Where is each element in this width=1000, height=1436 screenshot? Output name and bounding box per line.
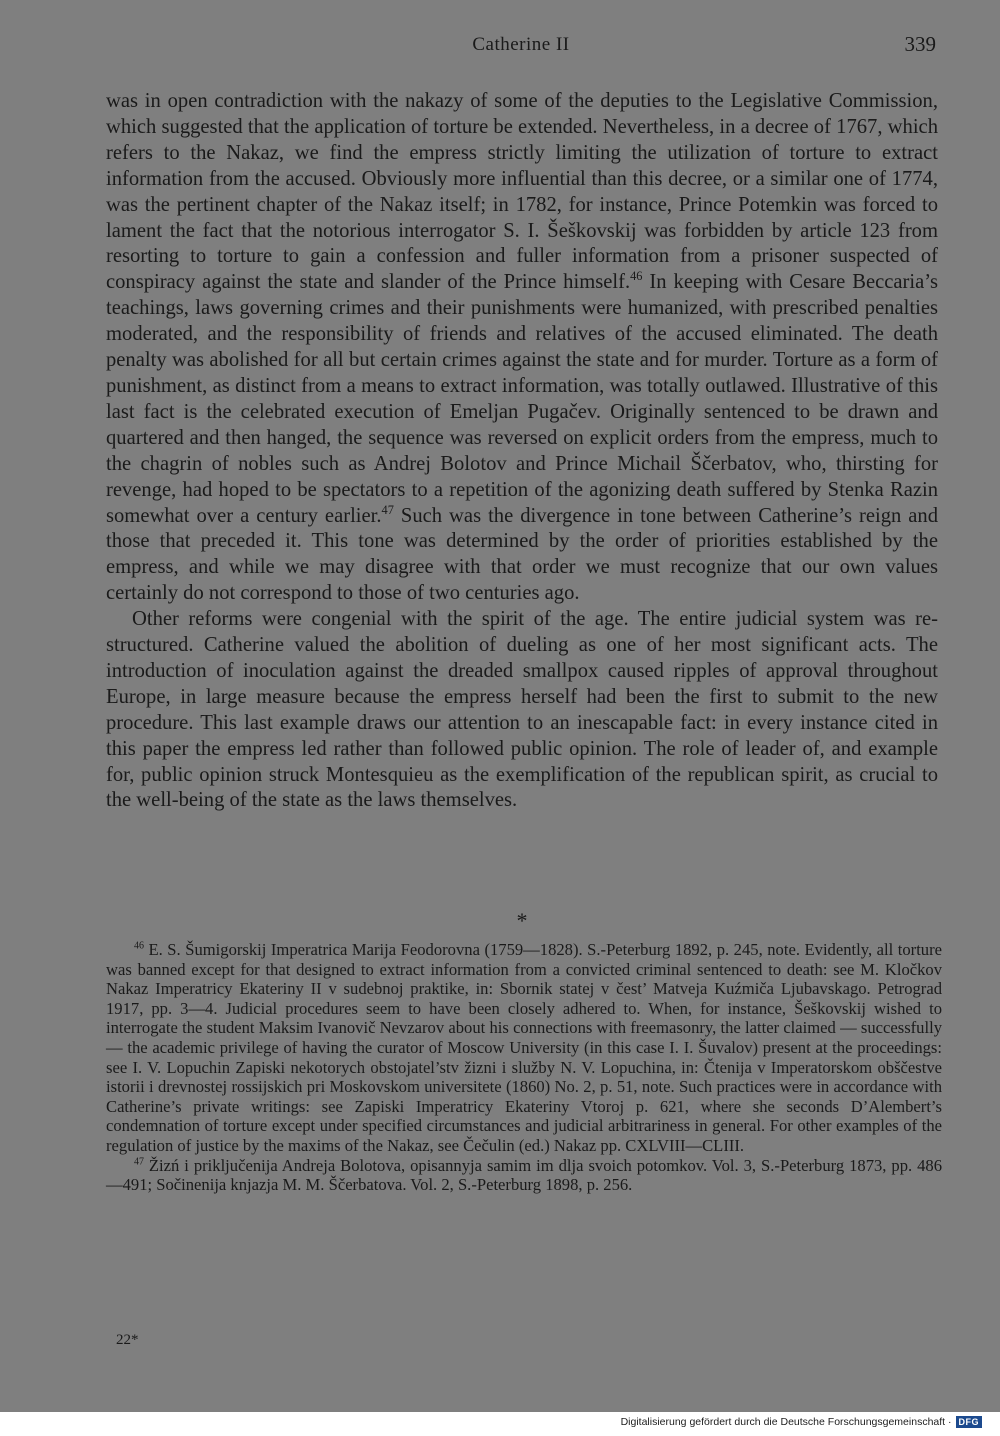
footnote-46 [106, 940, 942, 1156]
dfg-logo-icon: DFG [956, 1416, 983, 1428]
page-number: 339 [904, 32, 936, 56]
main-text [106, 89, 938, 814]
paragraph: Other reforms were congenial with the spirit of the age. The entire judicial system was re-structured. Catherine valued the abolition of dueling as one of her most significant acts. The introduction of inoculation against the dreaded smallpox caused ripples of approval throughout Europe, in large measure because the empress herself had been the first to submit to the new procedure. This last example draws our attention to an inescapable fact: in every instance cited in this paper the empress led rather than followed public opinion. The role of leader of, and example for, public opinion struck Montesquieu as the exemplification of the republican spirit, as crucial to the well-being of the state as the laws themselves. [106, 608, 938, 812]
footnote-text: E. S. Šumigorskij Imperatrica Marija Feodorovna (1759—1828). S.-Peterburg 1892, p. 245, note. Evidently, all torture was banned except for that designed to extract information from a convicted criminal sentenced to death: see M. Kločkov Nakaz Imperatricy Ekateriny II v sudebnoj praktike, in: Sbornik statej v čest’ Matveja Kuźmiča Ljubavskago. Petrograd 1917, pp. 3—4. Judicial procedures seem to have been closely adhered to. When, for instance, Šeškovskij wished to interrogate the student Maksim Ivanovič Nevzarov about his connections with freemasonry, the latter claimed — successfully — the academic privilege of having the curator of Moscow University (in this case I. I. Šuvalov) present at the proceedings: see I. V. Lopuchin Zapiski nekotorych obstojatel’stv žizni i služby N. V. Lopuchina, in: Čtenija v Imperatorskom obščestve istorii i drevnostej rossijskich pri Moskovskom universitete (1860) No. 2, p. 51, note. Such practices were in accordance with Catherine’s private writings: see Zapiski Imperatricy Ekateriny Vtoroj p. 621, where she seconds D’Alembert’s condemnation of torture except under specified circumstances and judicial arbitrariness in general. For other examples of the regulation of justice by the maxims of the Nakaz, see Čečulin (ed.) Nakaz pp. CXLVIII—CLIII. [106, 940, 942, 1155]
section-separator: * [516, 908, 528, 933]
running-title: Catherine II [472, 34, 570, 55]
footnote-reference: 47 [381, 502, 394, 517]
page-header [106, 34, 936, 64]
digitization-notice [621, 1416, 982, 1428]
digitization-notice-text: Digitalisierung gefördert durch die Deutsche Forschungsgemeinschaft · [620, 1416, 952, 1428]
paragraph [106, 89, 938, 607]
paragraph-1-text: was in open contradiction with the nakazy of some of the deputies to the Legislative Commission, which suggested that the application of torture be extended. Nevertheless, in a decree of 1767, which refers to the Nakaz, we find the empress strictly limiting the utilization of torture to extract information from the accused. Obviously more influential than this decree, or a similar one of 1774, was the pertinent chapter of the Nakaz itself; in 1782, for instance, Prince Potemkin was forced to lament the fact that the notorious interrogator S. I. Šeškovskij was forbidden by article 123 from resorting to torture to gain a confession and fuller information from a prisoner suspected of conspiracy against the state and slander of the Prince himself. [106, 90, 938, 294]
printer-signature-mark: 22* [116, 1332, 139, 1348]
footnote-reference: 46 [630, 269, 643, 284]
footnotes [106, 940, 942, 1195]
footnote-marker: 46 [134, 940, 144, 952]
footnote-marker: 47 [134, 1156, 144, 1167]
paragraph-1b-text: In keeping with Cesare Beccaria’s teachings, laws governing crimes and their punishments were humanized, with prescribed penalties moderated, and the responsibility of friends and relatives of the accused eliminated. The death penalty was abolished for all but certain crimes against the state and for murder. Torture as a form of punishment, as distinct from a means to extract information, was totally outlawed. Illustrative of this last fact is the celebrated execution of Emeljan Pugačev. Originally sentenced to be drawn and quartered and then hanged, the sequence was reversed on explicit orders from the empress, much to the chagrin of nobles such as Andrej Bolotov and Prince Michail Ščerbatov, who, thirsting for revenge, had hoped to be spectators to a repetition of the agonizing death suffered by Stenka Razin somewhat over a century earlier. [106, 271, 938, 527]
footnote-text: Žizń i priključenija Andreja Bolotova, opisannyja samim im dlja svoich potomkov. Vol. 3, S.-Peterburg 1873, pp. 486—491; Sočinenija knjazja M. M. Ščerbatova. Vol. 2, S.-Peterburg 1898, p. 256. [106, 1155, 942, 1195]
paragraph-1c-text: Such was the divergence in tone between Catherine’s reign and those that preceded it. This tone was determined by the order of priorities established by the empress, and while we may disagree with that order we must recognize that our own values certainly do not correspond to those of two centuries ago. [106, 504, 939, 605]
footnote-47 [106, 1156, 942, 1195]
